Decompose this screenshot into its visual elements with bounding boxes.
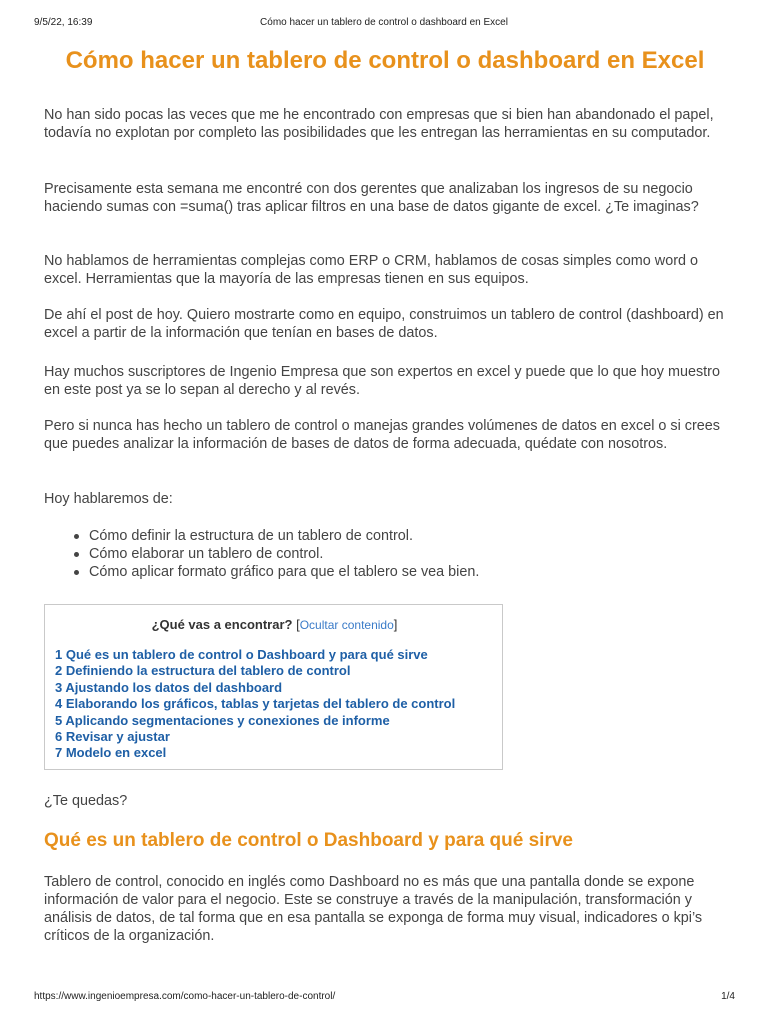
print-footer [0,991,768,1005]
page-number: 1/4 [721,991,735,1002]
print-doc-title: Cómo hacer un tablero de control o dashboard en Excel [260,17,508,28]
intro-paragraph-5: Hay muchos suscriptores de Ingenio Empresa que son expertos en excel y puede que lo que hoy muestro en este post ya se lo sepan al derecho y al revés. [44,364,720,398]
print-date: 9/5/22, 16:39 [34,17,93,28]
print-header [0,17,768,31]
page-title: Cómo hacer un tablero de control o dashboard en Excel [65,47,705,74]
section-title: Qué es un tablero de control o Dashboard y para qué sirve [44,830,573,851]
print-url: https://www.ingenioempresa.com/como-hacer-un-tablero-de-control/ [34,991,336,1002]
toc-item-7[interactable]: 7 Modelo en excel [55,745,167,761]
toc-bracket-open: [ [296,617,300,632]
toc-item-6[interactable]: 6 Revisar y ajustar [55,729,170,745]
topics-list [44,527,726,581]
list-item [44,545,726,563]
list-item-text: Cómo aplicar formato gráfico para que el tablero se vea bien. [89,564,480,580]
intro-paragraph-6: Pero si nunca has hecho un tablero de control o manejas grandes volúmenes de datos en excel o si crees que puedes analizar la información de bases de datos de forma adecuada, quédate con nosotros. [44,418,720,452]
toc-list [55,647,455,762]
toc-toggle-link[interactable]: Ocultar contenido [299,618,394,632]
list-item-text: Cómo elaborar un tablero de control. [89,546,324,562]
section-paragraph: Tablero de control, conocido en inglés como Dashboard no es más que una pantalla donde se expone información de valor para el negocio. Este se construye a través de la manipulación, transformación y análisis de datos, de tal forma que en esa pantalla se exponga de forma muy visual, indicadores o kpi’s críticos de la organización. [44,874,703,944]
topics-intro: Hoy hablaremos de: [44,491,173,507]
table-of-contents [44,604,503,770]
toc-title: ¿Qué vas a encontrar? [151,617,293,632]
toc-item-3[interactable]: 3 Ajustando los datos del dashboard [55,679,283,695]
toc-heading [45,617,504,632]
list-item [44,563,726,581]
toc-item-4[interactable]: 4 Elaborando los gráficos, tablas y tarjetas del tablero de control [55,696,456,712]
toc-item-2[interactable]: 2 Definiendo la estructura del tablero de control [55,663,351,679]
intro-paragraph-3: No hablamos de herramientas complejas como ERP o CRM, hablamos de cosas simples como word o excel. Herramientas que la mayoría de las empresas tienen en sus equipos. [44,253,698,287]
toc-bracket-close: ] [393,617,398,632]
after-toc-text: ¿Te quedas? [44,793,128,809]
bullet-icon [74,570,79,575]
intro-paragraph-1: No han sido pocas las veces que me he encontrado con empresas que si bien han abandonado el papel, todavía no explotan por completo las posibilidades que les entregan las herramientas en su computador. [44,107,714,141]
bullet-icon [74,534,79,539]
toc-item-1[interactable]: 1 Qué es un tablero de control o Dashboard y para qué sirve [55,647,428,662]
list-item-text: Cómo definir la estructura de un tablero de control. [89,528,413,544]
toc-item-5[interactable]: 5 Aplicando segmentaciones y conexiones de informe [55,712,390,728]
intro-paragraph-4: De ahí el post de hoy. Quiero mostrarte como en equipo, construimos un tablero de control (dashboard) en excel a partir de la información que tenían en bases de datos. [44,307,724,341]
intro-paragraph-2: Precisamente esta semana me encontré con dos gerentes que analizaban los ingresos de su negocio haciendo sumas con =suma() tras aplicar filtros en una base de datos gigante de excel. ¿Te imaginas? [44,181,699,215]
bullet-icon [74,552,79,557]
list-item [44,527,726,545]
